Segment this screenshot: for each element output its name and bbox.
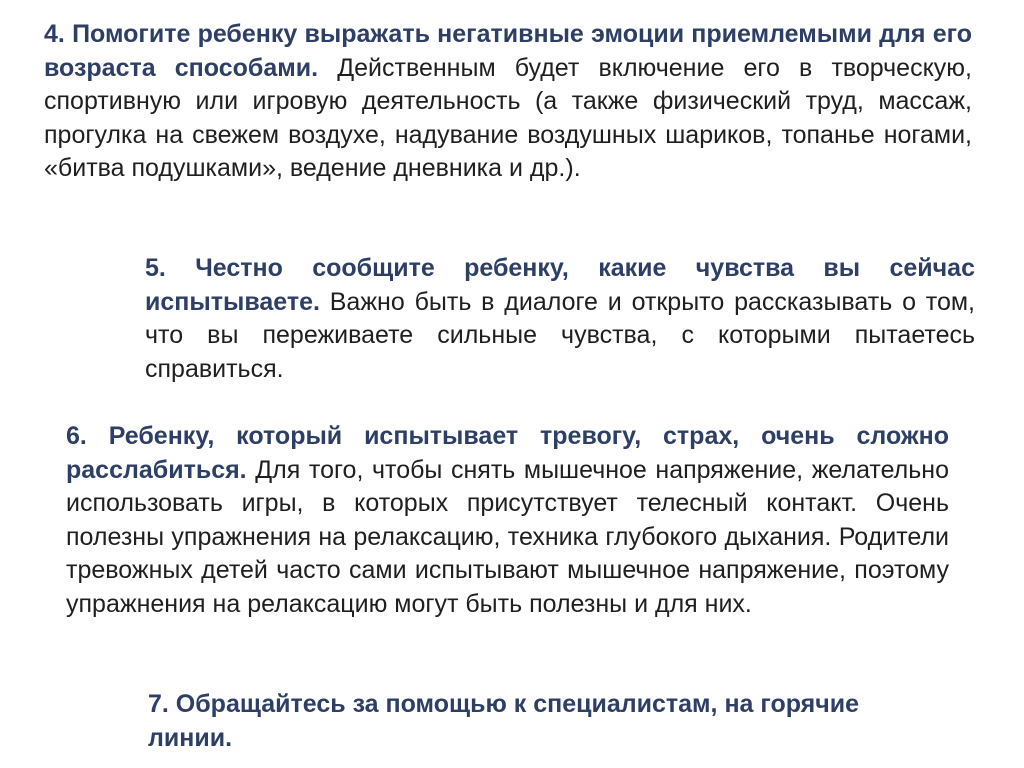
tip-5-text: Важно быть в диалоге и открыто рассказывать о том, что вы переживаете сильные чувства, с которыми пытаетесь справиться. (145, 287, 975, 383)
tip-6-paragraph (66, 420, 949, 621)
tip-4-paragraph (44, 18, 972, 186)
tip-4-heading: 4. Помогите ребенку выражать негативные эмоции приемлемыми для его возраста способами. (44, 20, 972, 82)
tip-6-text: Для того, чтобы снять мышечное напряжение, желательно использовать игры, в которых присутствует телесный контакт. Очень полезны упражнения на релаксацию, техника глубокого дыхания. Родители тревожных детей часто сами испытывают мышечное напряжение, поэтому упражнения на релаксацию могут быть полезны и для них. (66, 455, 949, 618)
tip-7-heading: 7. Обращайтесь за помощью к специалистам, на горячие линии. (148, 690, 860, 752)
tip-5-paragraph (145, 252, 975, 386)
tip-6-heading: 6. Ребенку, который испытывает тревогу, страх, очень сложно расслабиться. (66, 422, 949, 484)
tip-4-text: Действенным будет включение его в творческую, спортивную или игровую деятельность (а также физический труд, массаж, прогулка на свежем воздухе, надувание воздушных шариков, топанье ногами, «битва подушками», ведение дневника и др.). (44, 53, 973, 182)
tip-5-heading: 5. Честно сообщите ребенку, какие чувства вы сейчас испытываете. (145, 254, 975, 316)
tip-7-paragraph (148, 688, 928, 755)
